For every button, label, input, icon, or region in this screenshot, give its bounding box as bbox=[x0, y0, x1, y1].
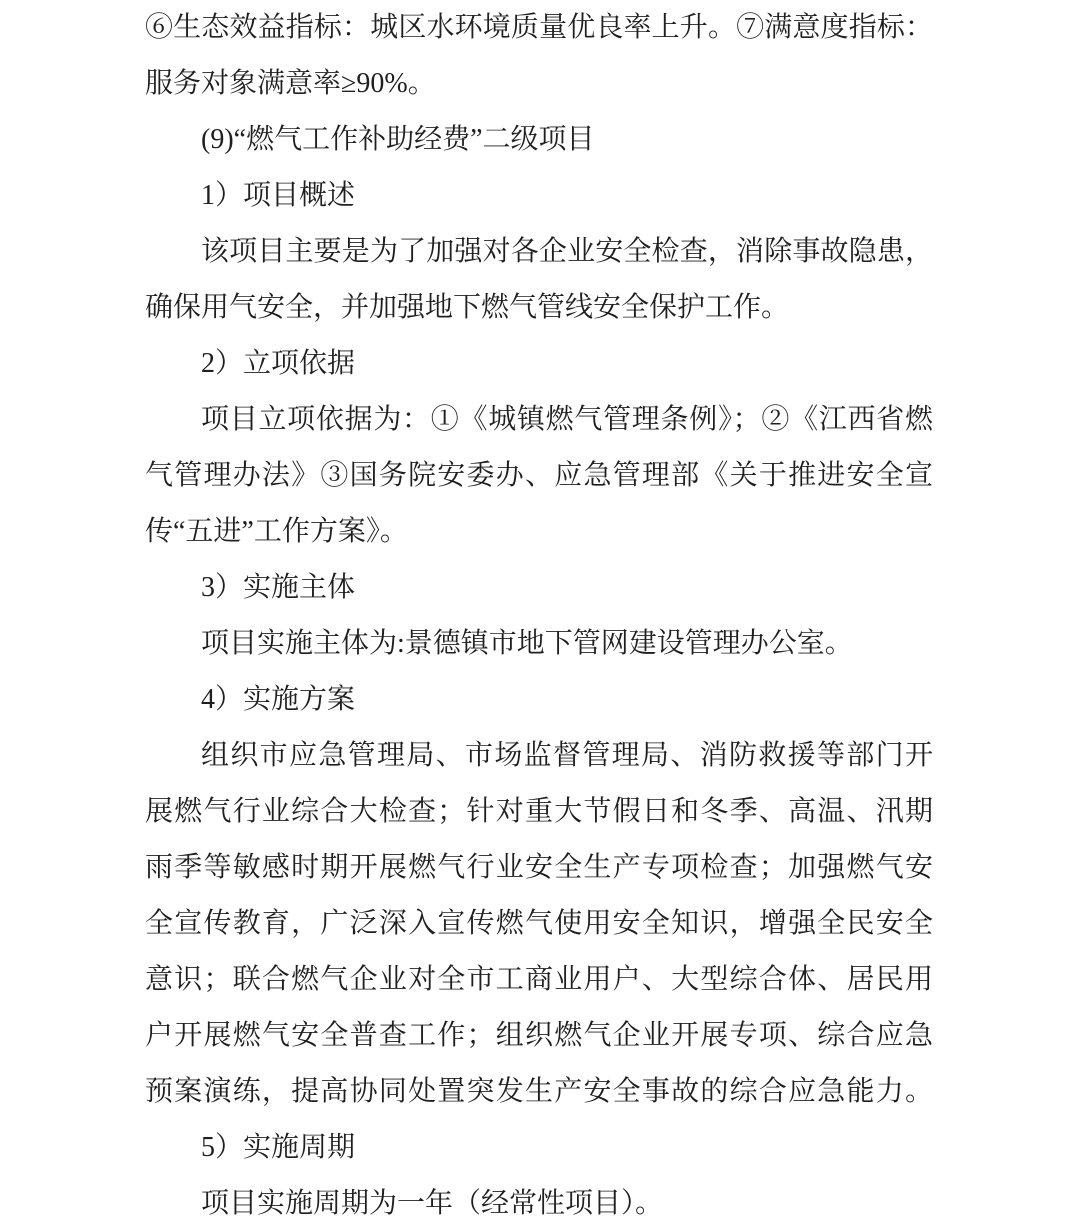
text-line: 意识；联合燃气企业对全市工商业用户、大型综合体、居民用 bbox=[145, 964, 933, 995]
text-line: 确保用气安全，并加强地下燃气管线安全保护工作。 bbox=[145, 292, 790, 323]
text-line: 气管理办法》③国务院安委办、应急管理部《关于推进安全宣 bbox=[145, 460, 933, 491]
document-text bbox=[145, 0, 933, 1224]
heading-implementation-plan: 4）实施方案 bbox=[201, 684, 356, 715]
text-line-paragraph-continuation: ⑥生态效益指标：城区水环境质量优良率上升。⑦满意度指标： bbox=[145, 12, 933, 43]
text-line: 全宣传教育，广泛深入宣传燃气使用安全知识，增强全民安全 bbox=[145, 908, 933, 939]
heading-project-title: (9)“燃气工作补助经费”二级项目 bbox=[201, 124, 595, 155]
heading-implementation-period: 5）实施周期 bbox=[201, 1132, 356, 1163]
heading-project-basis: 2）立项依据 bbox=[201, 348, 356, 379]
text-line: 该项目主要是为了加强对各企业安全检查，消除事故隐患， bbox=[201, 236, 933, 267]
text-line: 组织市应急管理局、市场监督管理局、消防救援等部门开 bbox=[201, 740, 933, 771]
heading-implementing-body: 3）实施主体 bbox=[201, 572, 356, 603]
text-line: 展燃气行业综合大检查；针对重大节假日和冬季、高温、汛期 bbox=[145, 796, 933, 827]
text-line-paragraph-end: 服务对象满意率≥90%。 bbox=[145, 68, 436, 99]
text-line: 项目立项依据为：①《城镇燃气管理条例》；②《江西省燃 bbox=[201, 404, 933, 435]
text-line: 预案演练，提高协同处置突发生产安全事故的综合应急能力。 bbox=[145, 1076, 933, 1107]
text-line: 传“五进”工作方案》。 bbox=[145, 516, 408, 547]
heading-project-overview: 1）项目概述 bbox=[201, 180, 356, 211]
text-line: 项目实施周期为一年（经常性项目）。 bbox=[201, 1188, 664, 1219]
text-line: 项目实施主体为:景德镇市地下管网建设管理办公室。 bbox=[201, 628, 853, 659]
text-line: 户开展燃气安全普查工作；组织燃气企业开展专项、综合应急 bbox=[145, 1020, 933, 1051]
text-line: 雨季等敏感时期开展燃气行业安全生产专项检查；加强燃气安 bbox=[145, 852, 933, 883]
